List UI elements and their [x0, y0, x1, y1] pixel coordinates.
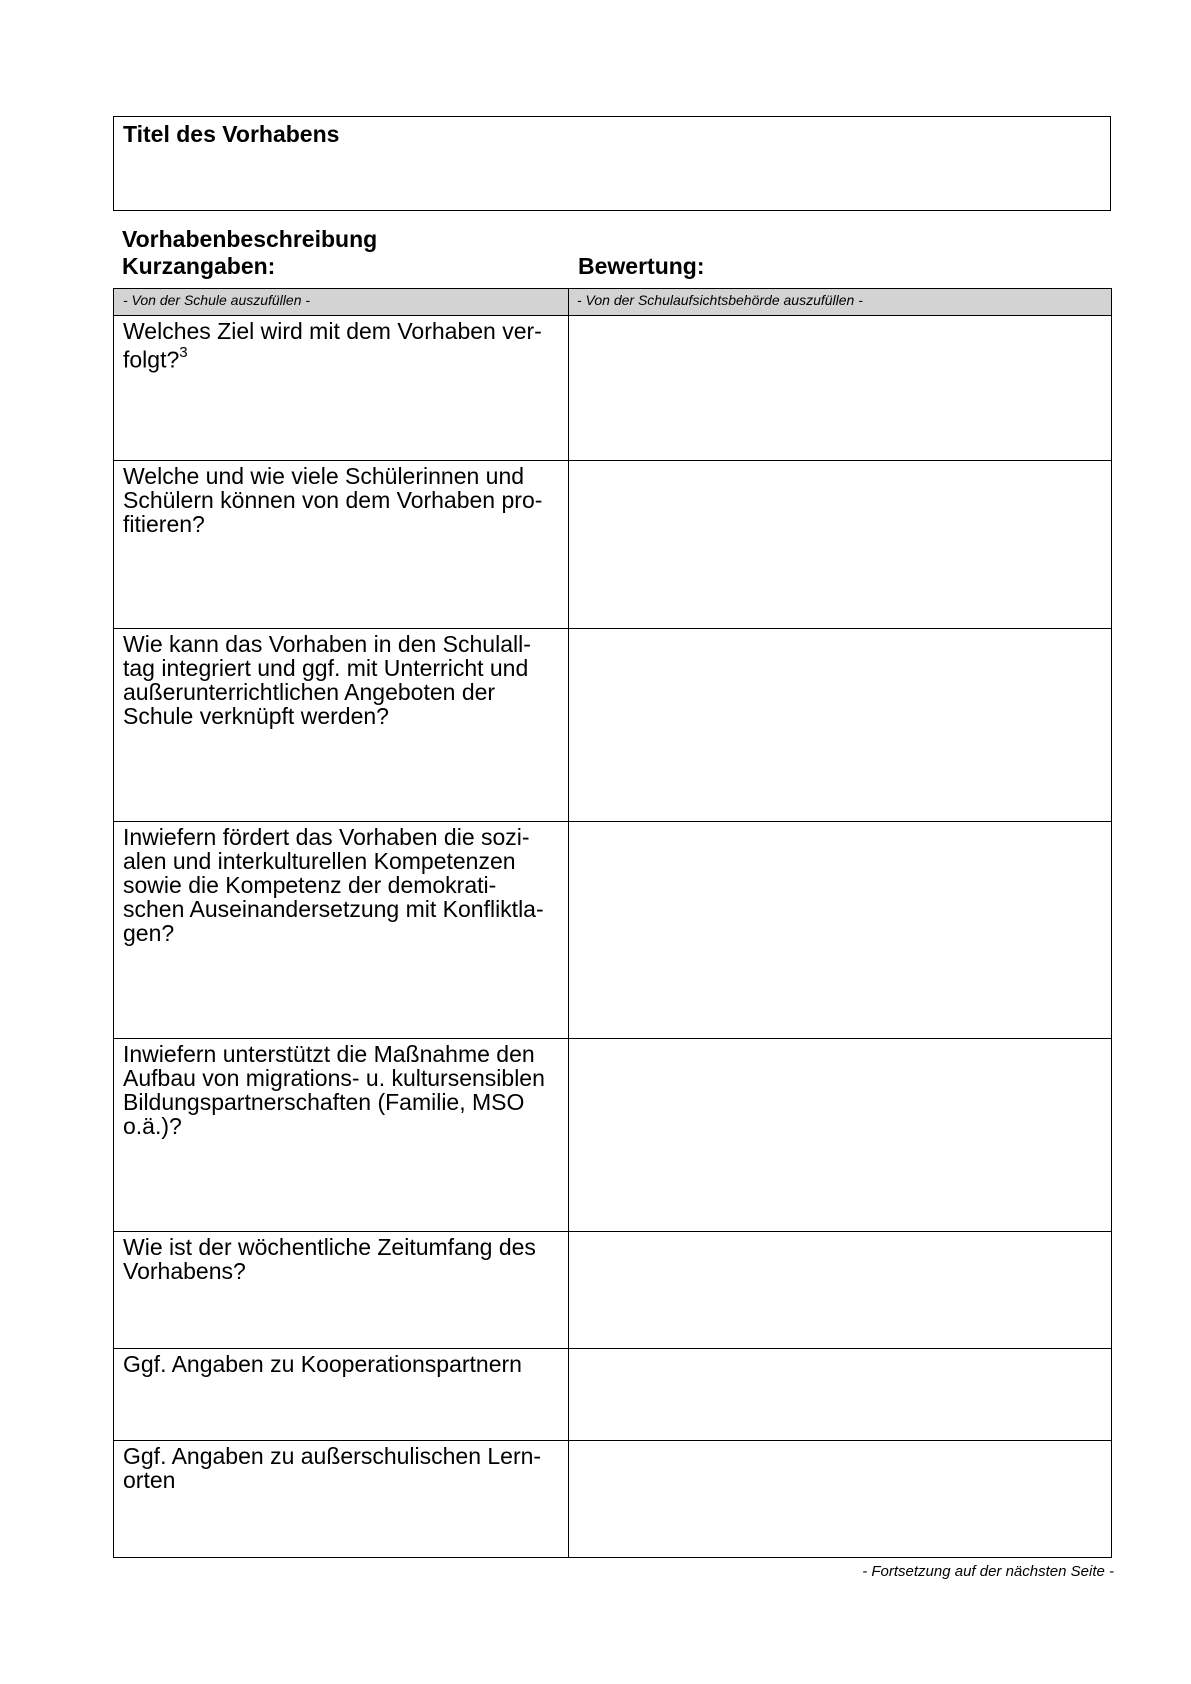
hint-row	[114, 289, 1112, 316]
table-row	[114, 461, 1112, 629]
question-cell	[114, 822, 569, 1039]
question-text: Welche und wie viele Schülerinnen und Schülern können von dem Vorhaben pro- fitieren?	[123, 463, 543, 537]
right-hint: - Von der Schulaufsichtsbehörde auszufüllen -	[569, 289, 1112, 316]
answer-cell[interactable]	[569, 1039, 1112, 1232]
answer-cell[interactable]	[569, 629, 1112, 822]
question-text: Welches Ziel wird mit dem Vorhaben ver- folgt?$^3$	[123, 318, 542, 373]
question-text: Ggf. Angaben zu außerschulischen Lern- orten	[123, 1443, 542, 1493]
answer-cell[interactable]	[569, 1232, 1112, 1349]
table-row	[114, 822, 1112, 1039]
question-cell	[114, 461, 569, 629]
right-column-label: Bewertung:	[578, 253, 705, 279]
continuation-note: - Fortsetzung auf der nächsten Seite -	[862, 1563, 1114, 1580]
answer-cell[interactable]	[569, 461, 1112, 629]
footnote-marker: 3	[179, 344, 188, 361]
answer-cell[interactable]	[569, 316, 1112, 461]
table-row	[114, 629, 1112, 822]
title-box[interactable]	[113, 116, 1111, 211]
left-hint: - Von der Schule auszufüllen -	[114, 289, 569, 316]
answer-cell[interactable]	[569, 1441, 1112, 1558]
question-cell	[114, 1232, 569, 1349]
table-row	[114, 1441, 1112, 1558]
title-label: Titel des Vorhabens	[123, 121, 340, 147]
form-table	[113, 288, 1112, 1558]
question-text: Wie ist der wöchentliche Zeitumfang des Vorhabens?	[123, 1234, 536, 1284]
answer-cell[interactable]	[569, 1349, 1112, 1441]
question-cell	[114, 1349, 569, 1441]
question-cell	[114, 629, 569, 822]
section-heading: Vorhabenbeschreibung	[122, 226, 378, 252]
table-row	[114, 1232, 1112, 1349]
table-row	[114, 1349, 1112, 1441]
question-text: Inwiefern unterstützt die Maßnahme den Aufbau von migrations- u. kultursensiblen Bildungspartnerschaften (Familie, MSO o.ä.)?	[123, 1041, 545, 1139]
question-cell	[114, 1039, 569, 1232]
answer-cell[interactable]	[569, 822, 1112, 1039]
question-text: Ggf. Angaben zu Kooperationspartnern	[123, 1351, 522, 1377]
question-cell	[114, 316, 569, 461]
question-text: Inwiefern fördert das Vorhaben die sozi- alen und interkulturellen Kompetenzen sowie die Kompetenz der demokrati- schen Auseinandersetzung mit Konfliktla- gen?	[123, 824, 544, 946]
left-column-label: Kurzangaben:	[122, 253, 276, 279]
table-row	[114, 316, 1112, 461]
table-row	[114, 1039, 1112, 1232]
question-text: Wie kann das Vorhaben in den Schulall- tag integriert und ggf. mit Unterricht und außerunterrichtlichen Angeboten der Schule verknüpft werden?	[123, 631, 531, 729]
question-cell	[114, 1441, 569, 1558]
